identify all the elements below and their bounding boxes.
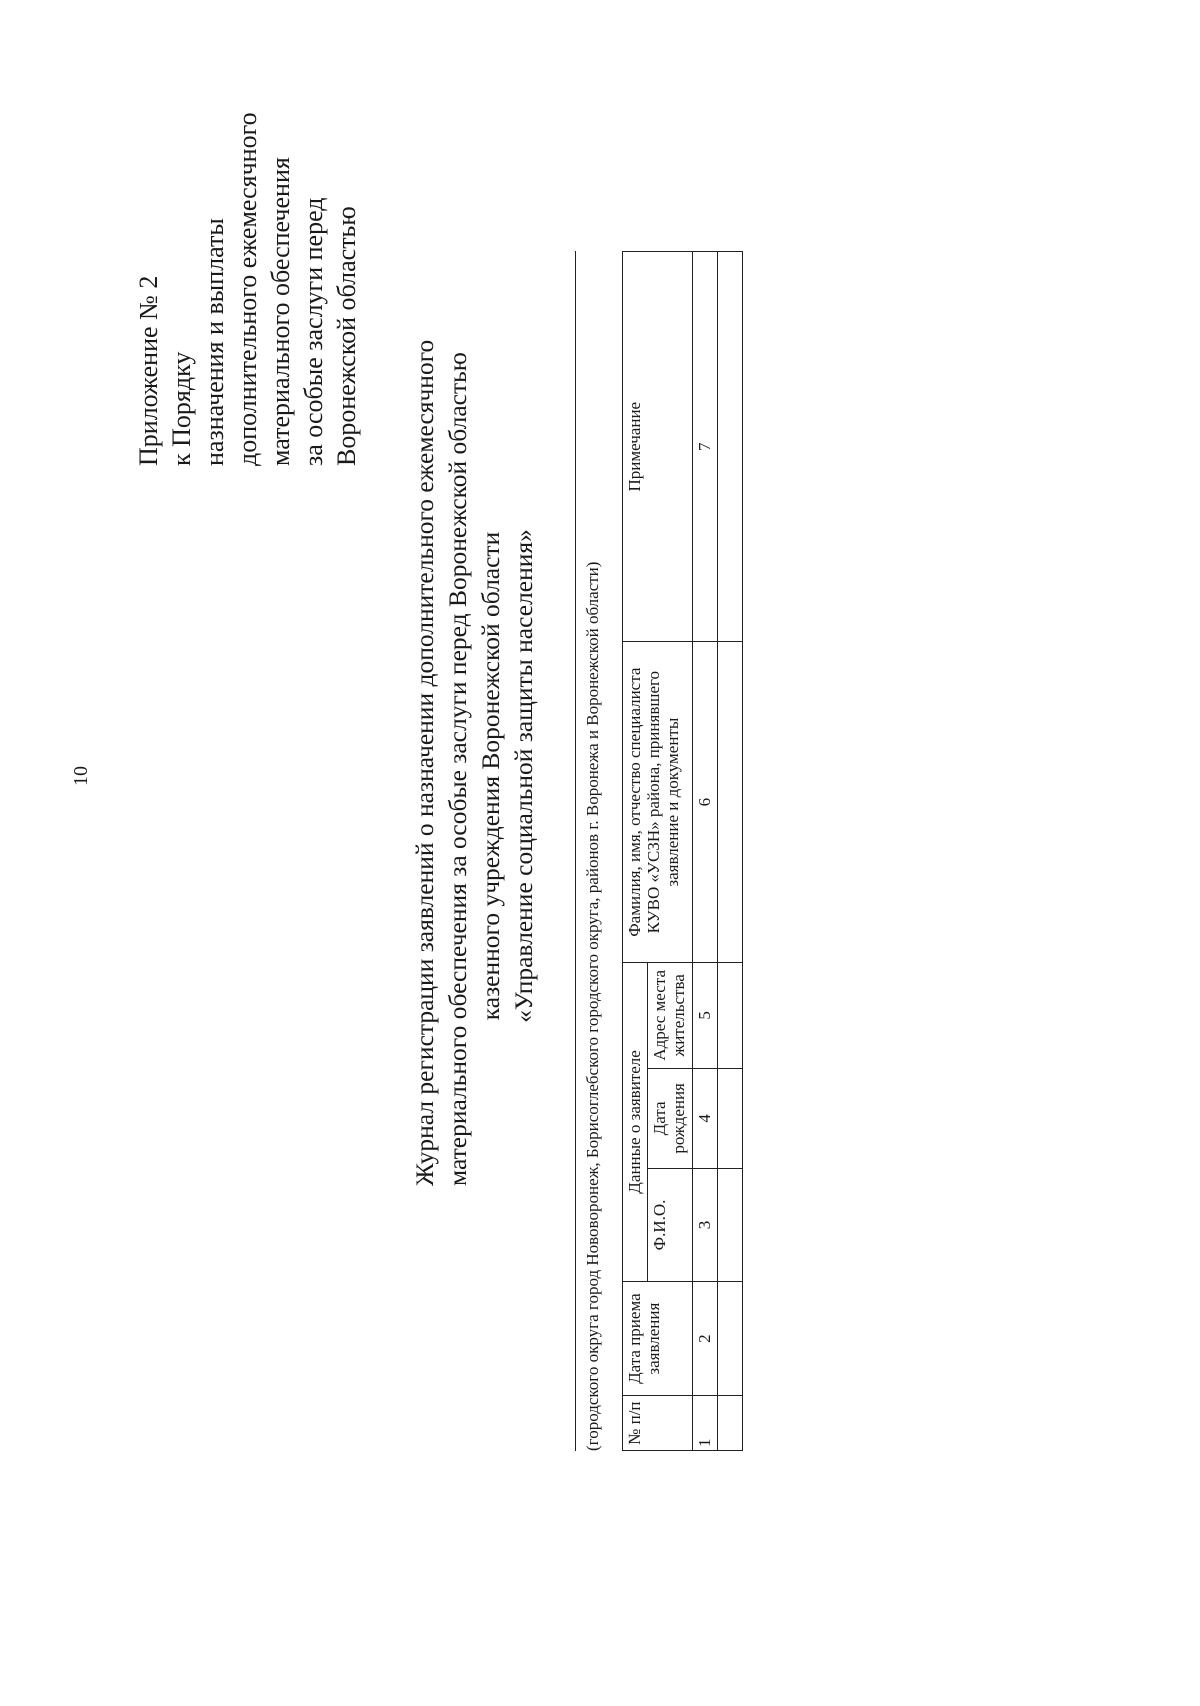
journal-title [408, 339, 540, 1186]
appendix-line: к Порядку [167, 351, 196, 466]
column-number: 6 [693, 642, 718, 963]
table-cell [718, 642, 743, 963]
header-fio: Ф.И.О. [648, 1169, 693, 1282]
table-column-numbers-row [693, 252, 718, 1451]
column-number: 5 [693, 962, 718, 1068]
appendix-line: назначения и выплаты [200, 218, 229, 466]
header-applicant-group: Данные о заявителе [623, 962, 648, 1281]
header-date-received: Дата приема заявления [623, 1281, 693, 1395]
column-number: 1 [693, 1396, 718, 1451]
appendix-line: материального обеспечения [266, 157, 295, 466]
column-number: 2 [693, 1281, 718, 1395]
column-number: 4 [693, 1068, 718, 1168]
table-cell [718, 962, 743, 1068]
appendix-block [132, 112, 363, 466]
table-cell [718, 1068, 743, 1168]
table-cell [718, 1169, 743, 1282]
appendix-line: дополнительного ежемесячного [233, 112, 262, 466]
subtitle-underline [575, 251, 576, 1451]
table-cell [718, 1396, 743, 1451]
journal-subtitle: (городского округа город Нововоронеж, Борисоглебского городского округа, районов г. Воронежа и Воронежской области) [583, 561, 602, 1451]
appendix-line: за особые заслуги перед [299, 197, 328, 466]
table-cell [718, 1281, 743, 1395]
table-row [718, 252, 743, 1451]
header-birth-date: Дата рождения [648, 1068, 693, 1168]
column-number: 7 [693, 252, 718, 642]
appendix-line: Воронежской областью [332, 206, 361, 466]
title-line: «Управление социальной защиты населения» [509, 529, 538, 1023]
title-line: материального обеспечения за особые заслуги перед Воронежской областью [443, 352, 472, 1186]
header-note: Примечание [623, 252, 693, 642]
header-specialist: Фамилия, имя, отчество специалиста КУВО «УСЗН» района, принявшего заявление и документы [623, 642, 693, 963]
title-line: казенного учреждения Воронежской области [476, 531, 505, 1021]
appendix-line: Приложение № 2 [134, 275, 163, 466]
table-header-row [623, 252, 648, 1451]
title-line: Журнал регистрации заявлений о назначении дополнительного ежемесячного [410, 339, 439, 1186]
header-num: № п/п [623, 1396, 693, 1451]
header-address: Адрес места жительства [648, 962, 693, 1068]
table-cell [718, 252, 743, 642]
column-number: 3 [693, 1169, 718, 1282]
registration-table [622, 251, 743, 1451]
page-number: 10 [70, 766, 92, 786]
